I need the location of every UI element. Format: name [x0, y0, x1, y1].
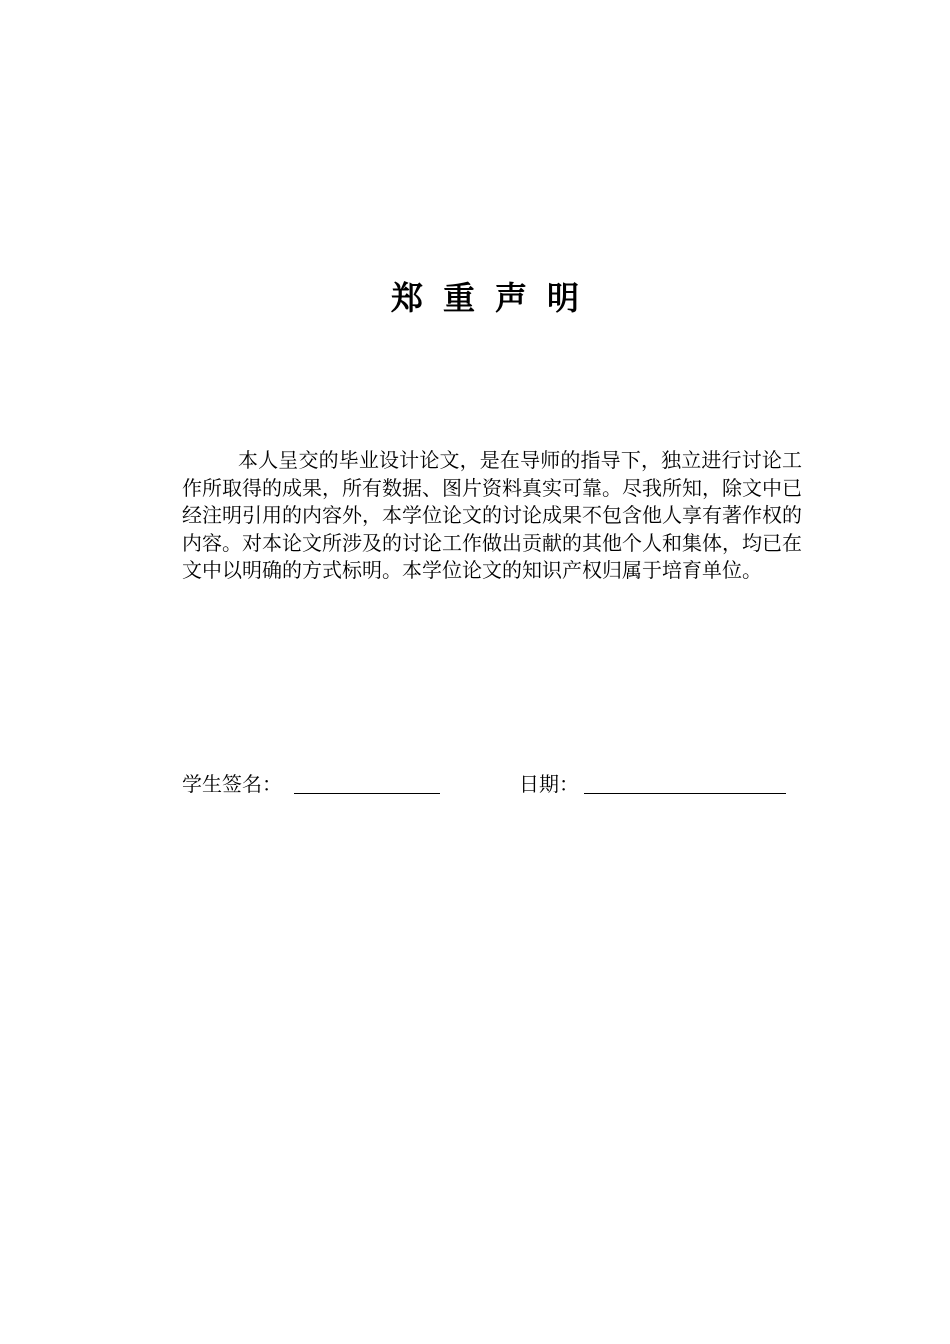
student-signature-label: 学生签名：	[182, 772, 282, 796]
signature-row	[182, 770, 802, 800]
date-label: 日期：	[519, 772, 579, 796]
declaration-paragraph: 本人呈交的毕业设计论文，是在导师的指导下，独立进行讨论工作所取得的成果，所有数据、图片资料真实可靠。尽我所知，除文中已经注明引用的内容外，本学位论文的讨论成果不包含他人享有著作权的内容。对本论文所涉及的讨论工作做出贡献的其他个人和集体，均已在文中以明确的方式标明。本学位论文的知识产权归属于培育单位。	[182, 448, 802, 582]
date-field[interactable]	[584, 793, 786, 794]
page-title: 郑重声明	[390, 279, 599, 317]
student-signature-field[interactable]	[294, 793, 440, 794]
